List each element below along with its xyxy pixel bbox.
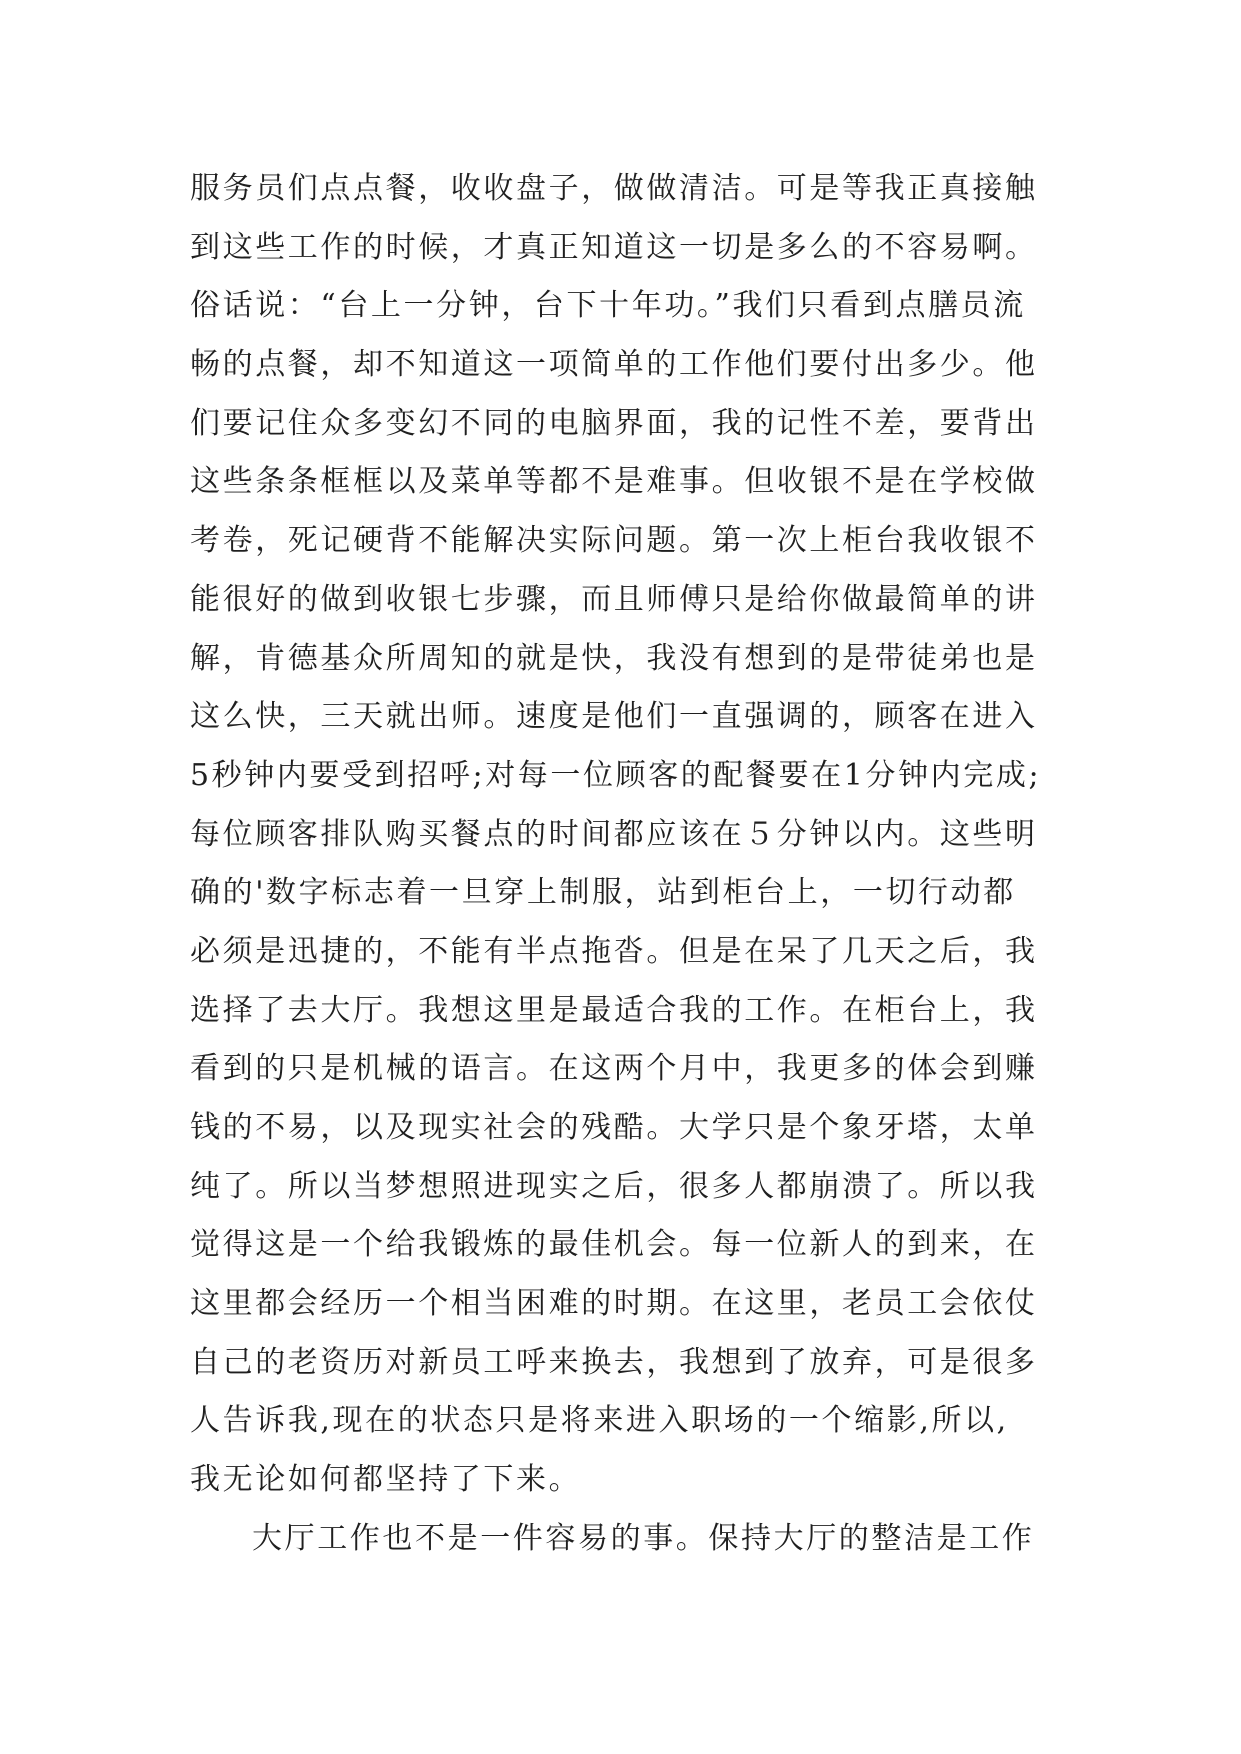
text-line: 我无论如何都坚持了下来。 [190,1462,582,1498]
text-line: 自己的老资历对新员工呼来换去，我想到了放弃，可是很多 [190,1344,1038,1380]
text-line: 考卷，死记硬背不能解决实际问题。第一次上柜台我收银不 [190,523,1038,559]
text-line: 觉得这是一个给我锻炼的最佳机会。每一位新人的到来，在 [190,1227,1038,1263]
text-line: 确的'数字标志着一旦穿上制服，站到柜台上，一切行动都 [190,875,1016,911]
text-line: 人告诉我,现在的状态只是将来进入职场的一个缩影,所以, [190,1403,1009,1439]
text-line: 钱的不易，以及现实社会的残酷。大学只是个象牙塔，太单 [190,1110,1038,1145]
text-line: 每位顾客排队购买餐点的时间都应该在５分钟以内。这些明 [190,816,1038,852]
text-line: 俗话说：“台上一分钟，台下十年功。”我们只看到点膳员流 [190,288,1026,324]
text-line: 选择了去大厅。我想这里是最适合我的工作。在柜台上，我 [190,992,1038,1028]
text-line: 这些条条框框以及菜单等都不是难事。但收银不是在学校做 [190,464,1038,500]
text-line: 能很好的做到收银七步骤，而且师傅只是给你做最简单的讲 [190,581,1038,617]
text-line: 这么快，三天就出师。速度是他们一直强调的，顾客在进入 [190,699,1038,735]
paragraph-start-line: 大厅工作也不是一件容易的事。保持大厅的整洁是工作 [252,1520,1035,1556]
text-line: 纯了。所以当梦想照进现实之后，很多人都崩溃了。所以我 [190,1168,1038,1204]
body-text [190,160,1070,1569]
text-line: 解，肯德基众所周知的就是快，我没有想到的是带徒弟也是 [190,640,1038,676]
text-line: 服务员们点点餐，收收盘子，做做清洁。可是等我正真接触 [190,171,1038,206]
text-line: 必须是迅捷的，不能有半点拖沓。但是在呆了几天之后，我 [190,933,1038,969]
text-line: 这里都会经历一个相当困难的时期。在这里，老员工会依仗 [190,1286,1038,1322]
text-line: 看到的只是机械的语言。在这两个月中，我更多的体会到赚 [190,1051,1038,1087]
text-line: 畅的点餐，却不知道这一项简单的工作他们要付出多少。他 [190,347,1038,383]
text-line: 到这些工作的时候，才真正知道这一切是多么的不容易啊。 [190,229,1038,265]
text-line: 们要记住众多变幻不同的电脑界面，我的记性不差，要背出 [190,405,1038,441]
text-line: 5秒钟内要受到招呼;对每一位顾客的配餐要在1分钟内完成; [190,757,1042,793]
